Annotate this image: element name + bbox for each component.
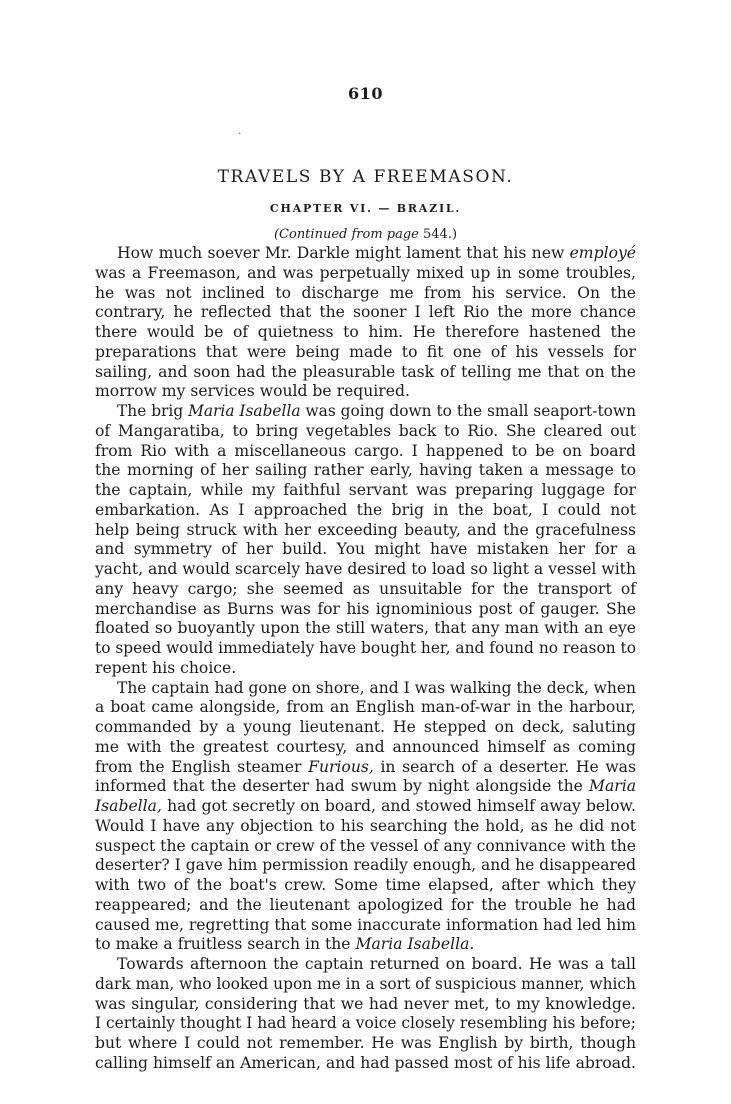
text-segment: preparations that were being made to fit one of his vessels for [95, 342, 636, 361]
text-segment: deserter? I gave him permission readily enough, and he disappeared [95, 856, 636, 875]
text-segment: embarkation. As I approached the brig in the boat, I could not [95, 500, 636, 519]
text-line [95, 343, 636, 363]
text-line [95, 817, 636, 837]
chapter-heading: CHAPTER VI. — BRAZIL. [269, 202, 462, 215]
text-line [95, 244, 636, 264]
text-line [95, 580, 636, 600]
body-text [95, 244, 636, 1074]
text-line [95, 837, 636, 857]
text-segment: from Rio with a miscellaneous cargo. I happened to be on board [95, 441, 636, 460]
text-line [95, 876, 636, 896]
text-segment: dark man, who looked upon me in a sort of suspicious manner, which [95, 974, 636, 993]
text-segment: help being struck with her exceeding beauty, and the gracefulness [95, 520, 636, 539]
text-line [95, 1034, 636, 1054]
italic-text: Isabella, [95, 797, 162, 815]
text-segment: sailing, and soon had the pleasurable task of telling me that on the [95, 362, 636, 381]
text-segment: caused me, regretting that some inaccurate information had led him [95, 915, 636, 934]
text-segment: to make a fruitless search in the [95, 935, 356, 954]
italic-text: Maria [588, 777, 636, 796]
text-line [95, 560, 636, 580]
text-segment: Towards afternoon the captain returned on board. He was a tall [117, 955, 636, 973]
text-line [95, 382, 636, 402]
text-segment: from the English steamer [95, 757, 309, 776]
text-segment: me with the greatest courtesy, and announced himself as coming [95, 737, 636, 756]
text-line [95, 264, 636, 284]
text-segment: he was not inclined to discharge me from his service. On the [95, 283, 636, 302]
text-segment: with two of the boat's crew. Some time elapsed, after which they [95, 876, 636, 894]
text-segment: merchandise as Burns was for his ignominious post of gauger. She [95, 599, 636, 618]
text-segment: morrow my services would be required. [95, 382, 410, 401]
text-segment: repent his choice. [95, 658, 237, 677]
italic-text: Maria Isabella [188, 402, 301, 420]
text-line [95, 698, 636, 718]
article-title: TRAVELS BY A FREEMASON. [217, 167, 514, 187]
page-number: 610 [348, 84, 383, 103]
text-line [95, 738, 636, 758]
text-segment: in search of a deserter. He was [373, 757, 636, 776]
text-segment: to speed would immediately have bought her, and found no reason to [95, 639, 637, 657]
text-segment: contrary, he reflected that the sooner I left Rio the more chance [95, 303, 636, 322]
text-line [95, 955, 636, 975]
continued-suffix: ) [451, 227, 458, 242]
italic-text: Furious, [308, 757, 374, 776]
text-line [95, 402, 636, 422]
continued-prefix: (Continued from page [273, 227, 423, 242]
text-segment: commanded by a young lieutenant. He stepped on deck, saluting [95, 718, 636, 736]
text-segment: Would I have any objection to his searching the hold, as he did not [95, 816, 636, 835]
text-line [95, 422, 636, 442]
text-line [95, 619, 636, 639]
text-line [95, 501, 636, 521]
text-line [95, 521, 636, 541]
text-segment: the morning of her sailing rather early, having taken a message to [95, 461, 636, 480]
text-line [95, 639, 636, 659]
text-line [95, 540, 636, 560]
text-line [95, 916, 636, 936]
text-segment: The captain had gone on shore, and I was walking the deck, when [117, 678, 637, 697]
text-line [95, 975, 636, 995]
text-segment: floated so buoyantly upon the still waters, that any man with an eye [95, 619, 636, 638]
text-segment: of Mangaratiba, to bring vegetables back to Rio. She cleared out [95, 421, 636, 440]
text-line [95, 442, 636, 462]
continued-page: 544. [423, 227, 452, 242]
text-segment: there would be of quietness to him. He therefore hastened the [95, 323, 636, 341]
text-segment: How much soever Mr. Darkle might lament that his new [117, 244, 570, 262]
print-speck: ․ [238, 126, 242, 137]
italic-text: Maria Isabella. [355, 935, 475, 954]
text-segment: but where I could not remember. He was English by birth, though [95, 1034, 636, 1052]
text-line [95, 1014, 636, 1034]
continued-note [0, 227, 731, 242]
text-segment: was singular, considering that we had never met, to my knowledge. [95, 994, 636, 1013]
text-segment: and symmetry of her build. You might have mistaken her for a [95, 540, 636, 559]
text-line [95, 600, 636, 620]
italic-text: employé [569, 244, 636, 262]
text-line [95, 856, 636, 876]
text-segment: I certainly thought I had heard a voice closely resembling his before; [95, 1014, 636, 1033]
text-line [95, 1054, 636, 1074]
text-line [95, 461, 636, 481]
text-line [95, 284, 636, 304]
text-line [95, 797, 636, 817]
text-segment: informed that the deserter had swum by night alongside the [95, 777, 589, 796]
text-segment: was a Freemason, and was perpetually mixed up in some troubles, [95, 263, 636, 282]
text-line [95, 935, 636, 955]
text-line [95, 363, 636, 383]
text-segment: suspect the captain or crew of the vessel of any connivance with the [95, 836, 636, 855]
text-segment: was going down to the small seaport-town [300, 402, 637, 420]
text-segment: yacht, and would scarcely have desired to load so light a vessel with [95, 560, 636, 578]
text-line [95, 481, 636, 501]
text-line [95, 995, 636, 1015]
text-line [95, 758, 636, 778]
text-line [95, 777, 636, 797]
text-segment: any heavy cargo; she seemed as unsuitable for the transport of [95, 579, 636, 598]
text-segment: calling himself an American, and had passed most of his life abroad. [95, 1053, 636, 1072]
text-segment: a boat came alongside, from an English man-of-war in the harbour, [95, 698, 636, 717]
text-segment: had got secretly on board, and stowed himself away below. [161, 797, 636, 815]
text-segment: reappeared; and the lieutenant apologized for the trouble he had [95, 895, 636, 914]
text-line [95, 659, 636, 679]
text-line [95, 303, 636, 323]
text-segment: The brig [117, 402, 189, 420]
text-line [95, 323, 636, 343]
text-line [95, 896, 636, 916]
text-line [95, 718, 636, 738]
text-line [95, 679, 636, 699]
text-segment: the captain, while my faithful servant was preparing luggage for [95, 481, 636, 499]
